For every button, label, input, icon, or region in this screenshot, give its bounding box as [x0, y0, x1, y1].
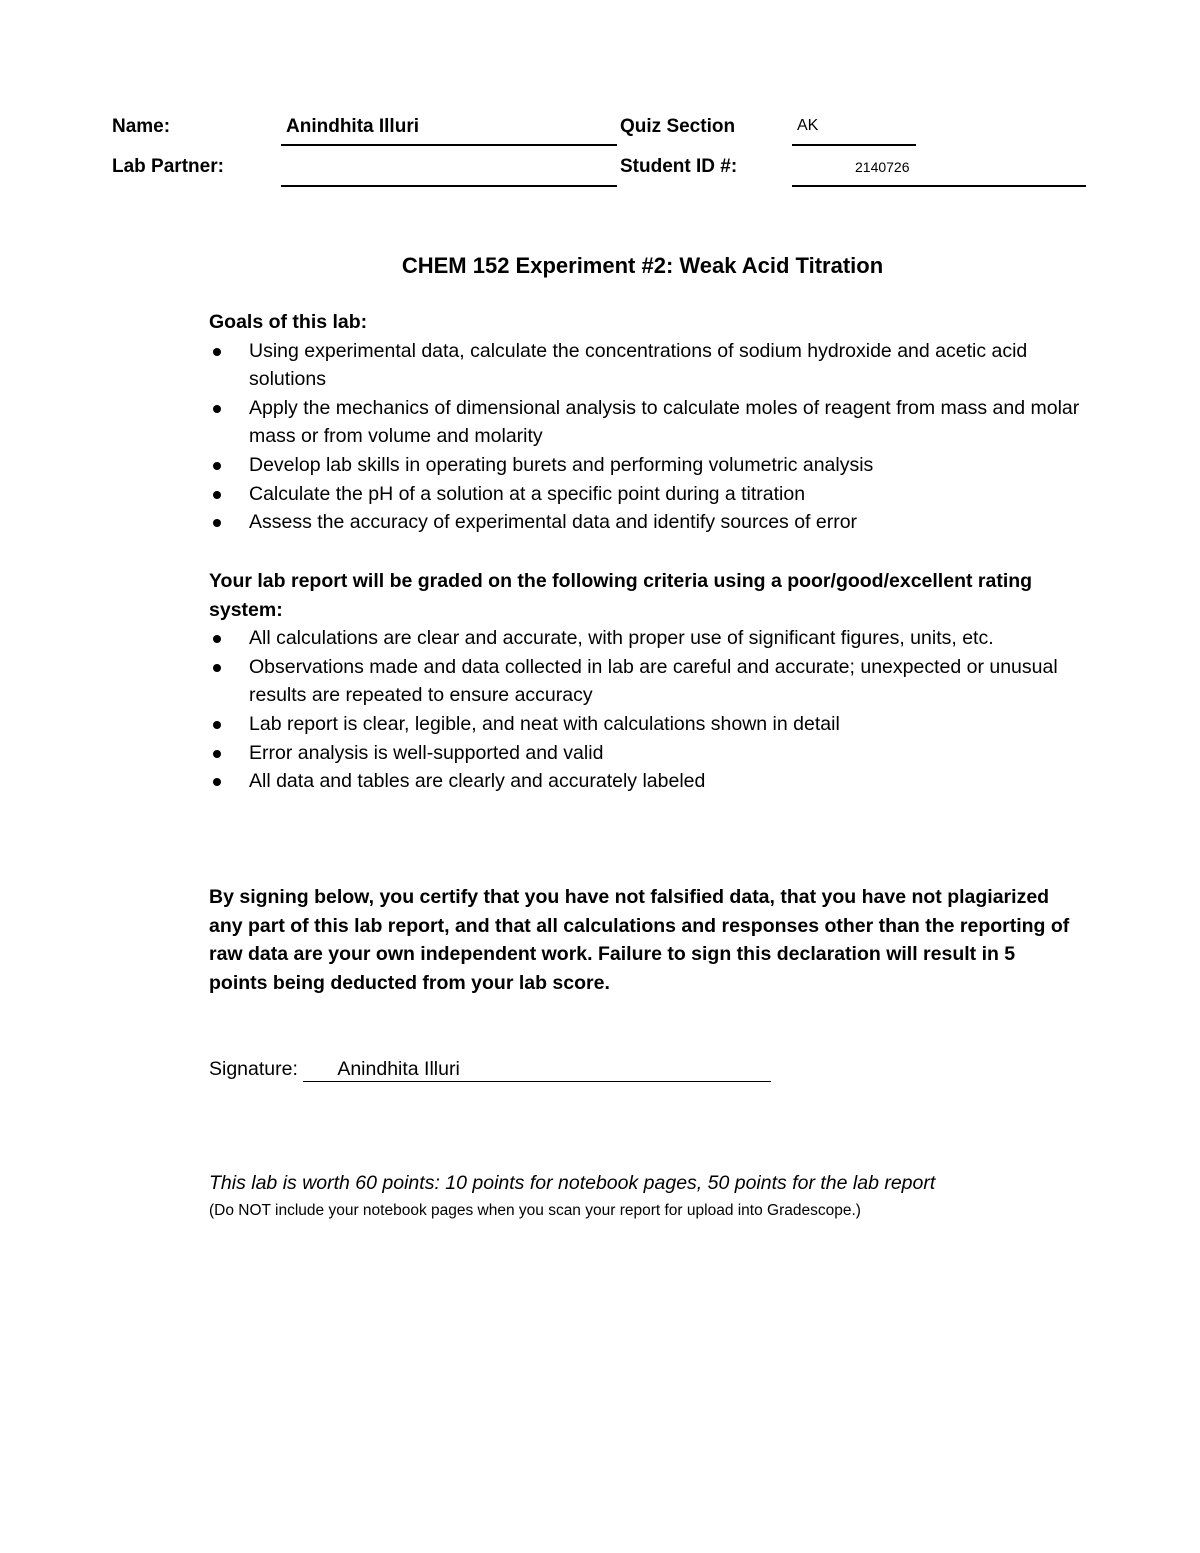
- list-item-text: Lab report is clear, legible, and neat with calculations shown in detail: [249, 712, 840, 735]
- list-item-text: Develop lab skills in operating burets and performing volumetric analysis: [249, 453, 874, 476]
- list-item: [209, 653, 1089, 710]
- list-item: [209, 624, 1089, 653]
- bullet-icon: [213, 405, 221, 413]
- list-item: [209, 767, 1089, 796]
- signature-label: Signature:: [209, 1058, 298, 1080]
- criteria-heading: Your lab report will be graded on the following criteria using a poor/good/excellent rating system:: [209, 570, 1033, 621]
- name-underline: [281, 144, 617, 146]
- goals-list: [209, 337, 1089, 537]
- student-id-underline: [792, 185, 1086, 187]
- criteria-list: [209, 624, 1089, 796]
- list-item-text: Error analysis is well-supported and valid: [249, 741, 604, 764]
- bullet-icon: [213, 664, 221, 672]
- quiz-section-underline: [792, 144, 916, 146]
- list-item-text: Apply the mechanics of dimensional analysis to calculate moles of reagent from mass and molar mass or from volume and molarity: [249, 396, 1080, 448]
- signature-row: [209, 1055, 771, 1083]
- goals-section: [209, 308, 1089, 537]
- lab-partner-underline: [281, 185, 617, 187]
- name-label: Name:: [112, 116, 171, 137]
- bullet-icon: [213, 348, 221, 356]
- declaration-text: By signing below, you certify that you have not falsified data, that you have not plagiarized any part of this lab report, and that all calculations and responses other than the reporting of raw data are your own independent work. Failure to sign this declaration will result in 5 points being deducted from your lab score.: [209, 886, 1070, 994]
- bullet-icon: [213, 778, 221, 786]
- bullet-icon: [213, 635, 221, 643]
- bullet-icon: [213, 462, 221, 470]
- quiz-section-label: Quiz Section: [620, 116, 736, 137]
- bullet-icon: [213, 721, 221, 729]
- signature-field[interactable]: [303, 1057, 771, 1082]
- student-id-label: Student ID #:: [620, 156, 738, 177]
- list-item: [209, 394, 1089, 451]
- goals-heading: Goals of this lab:: [209, 311, 368, 333]
- list-item: [209, 739, 1089, 768]
- list-item-text: All data and tables are clearly and accurately labeled: [249, 770, 706, 793]
- student-id-field[interactable]: 2140726: [855, 159, 910, 175]
- document-title: CHEM 152 Experiment #2: Weak Acid Titration: [401, 253, 884, 278]
- bullet-icon: [213, 519, 221, 527]
- upload-note: (Do NOT include your notebook pages when you scan your report for upload into Gradescope.): [209, 1202, 861, 1219]
- list-item: [209, 451, 1089, 480]
- criteria-section: [209, 567, 1089, 796]
- signature-value: Anindhita Illuri: [337, 1058, 460, 1080]
- bullet-icon: [213, 750, 221, 758]
- list-item-text: Assess the accuracy of experimental data and identify sources of error: [249, 511, 858, 534]
- list-item-text: Calculate the pH of a solution at a specific point during a titration: [249, 482, 806, 505]
- quiz-section-field[interactable]: AK: [797, 117, 819, 134]
- lab-partner-label: Lab Partner:: [112, 156, 224, 177]
- bullet-icon: [213, 491, 221, 499]
- list-item: [209, 480, 1089, 509]
- list-item-text: All calculations are clear and accurate, with proper use of significant figures, units, etc.: [249, 627, 994, 650]
- name-field[interactable]: Anindhita Illuri: [286, 116, 419, 137]
- list-item-text: Using experimental data, calculate the concentrations of sodium hydroxide and acetic acid solutions: [249, 339, 1028, 391]
- list-item: [209, 337, 1089, 394]
- list-item-text: Observations made and data collected in lab are careful and accurate; unexpected or unusual results are repeated to ensure accuracy: [249, 655, 1058, 707]
- list-item: [209, 508, 1089, 537]
- points-note: This lab is worth 60 points: 10 points for notebook pages, 50 points for the lab report: [209, 1172, 936, 1194]
- list-item: [209, 710, 1089, 739]
